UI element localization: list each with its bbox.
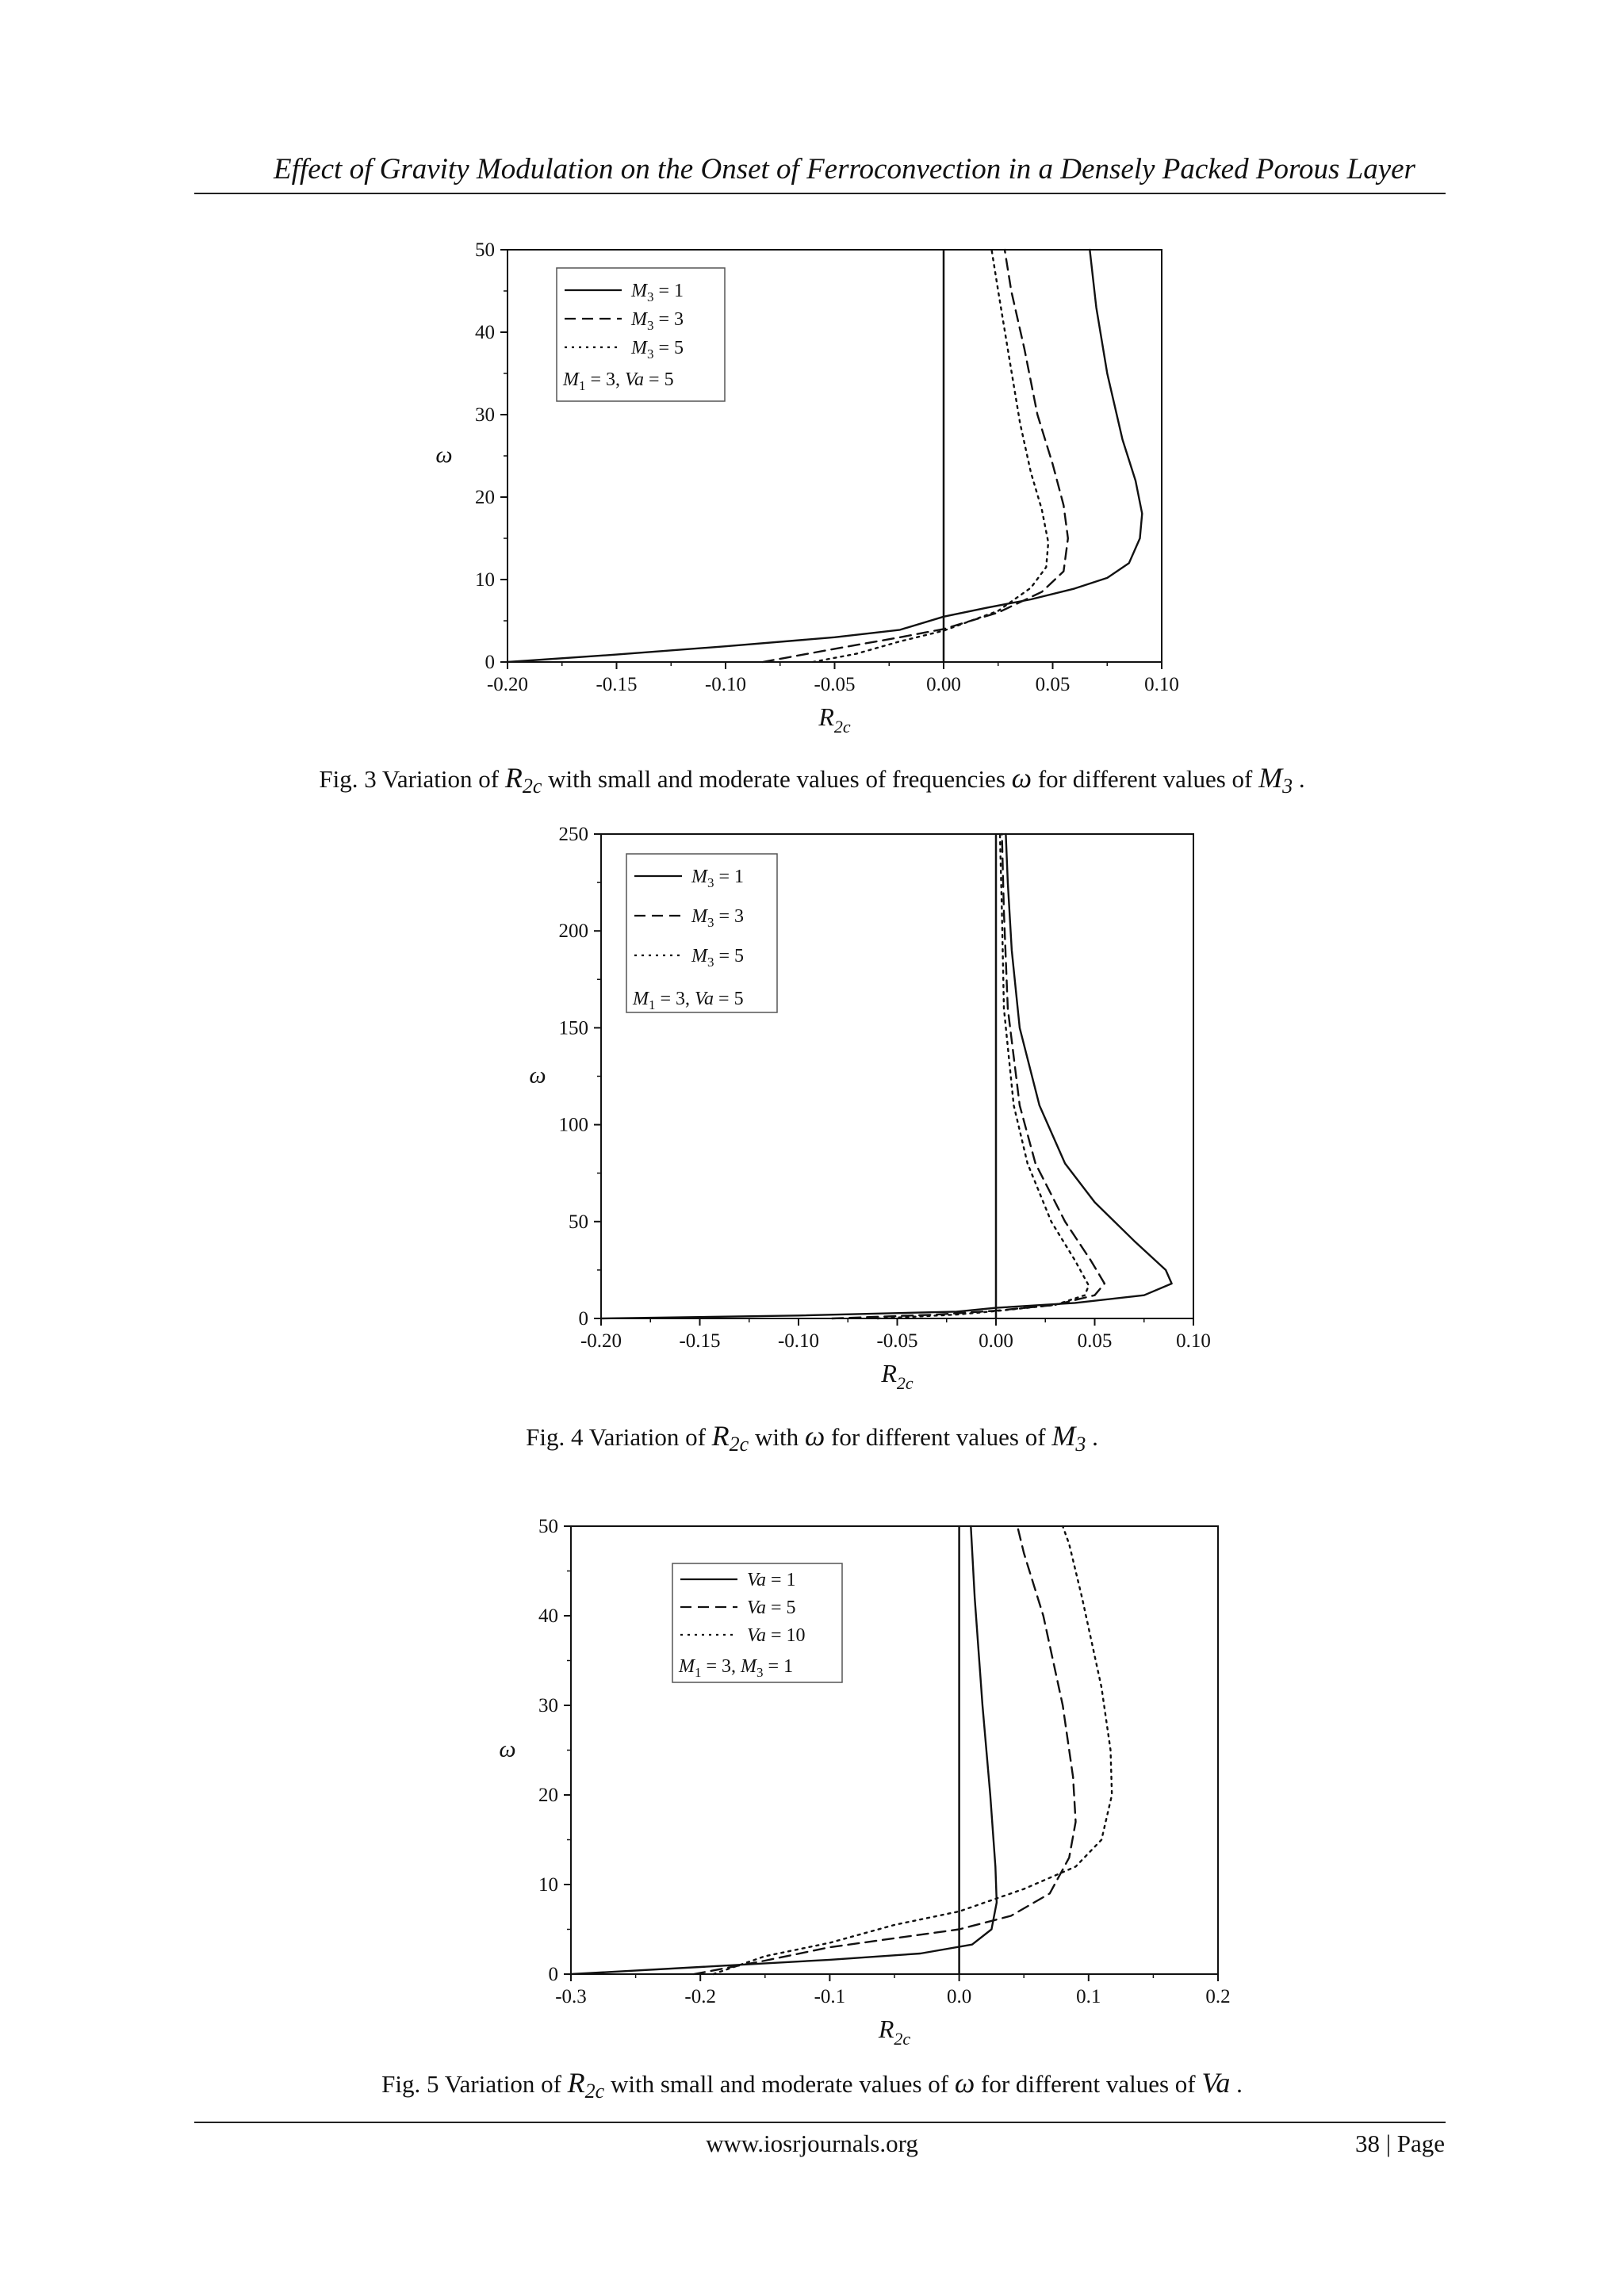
x-tick-label: 0.00 <box>979 1330 1013 1352</box>
caption-text: Fig. 3 Variation of <box>319 765 505 793</box>
caption-subscript: 2c <box>729 1433 749 1456</box>
x-tick-label: -0.20 <box>486 674 529 695</box>
caption-text: for different values of <box>825 1423 1052 1451</box>
y-tick-label: 50 <box>569 1211 588 1233</box>
x-tick-label: 0.10 <box>1144 674 1179 695</box>
caption-text: with small and moderate values of <box>604 2070 955 2098</box>
figure-5-caption <box>0 2066 1624 2103</box>
fig3-legend-m3-1: $M_3 = 1$ <box>631 281 684 304</box>
caption-symbol: M <box>1051 1420 1076 1452</box>
header-rule <box>194 193 1446 194</box>
y-tick-label: 150 <box>558 1017 588 1039</box>
fig5-legend-va-5: Va = 5 <box>747 1598 796 1618</box>
y-tick-label: 100 <box>558 1114 588 1136</box>
y-tick-label: 30 <box>538 1695 558 1716</box>
y-tick-label: 0 <box>578 1308 588 1330</box>
x-tick-label: 0.00 <box>926 674 961 695</box>
fig5-legend-note: $M_1 = 3$, $M_3 = 1$ <box>679 1656 794 1680</box>
caption-text: Fig. 5 Variation of <box>381 2070 568 2098</box>
footer-rule <box>194 2122 1446 2123</box>
y-axis-label: ω <box>435 442 453 468</box>
fig4-legend-m3-1: $M_3 = 1$ <box>691 867 745 890</box>
x-tick-label: -0.3 <box>555 1986 587 2007</box>
y-tick-label: 200 <box>558 920 588 943</box>
caption-omega: ω <box>954 2067 975 2099</box>
x-tick-label: -0.15 <box>679 1330 721 1352</box>
y-tick-label: 10 <box>475 569 495 591</box>
series-line-3 <box>878 834 1089 1318</box>
x-tick-label: -0.10 <box>704 674 747 695</box>
fig3-legend-m3-5: $M_3 = 5$ <box>631 338 684 362</box>
y-tick-label: 20 <box>475 487 495 508</box>
y-tick-label: 0 <box>548 1964 558 1985</box>
y-tick-label: 0 <box>485 652 495 673</box>
y-axis-label: ω <box>529 1062 546 1089</box>
fig5-legend-va-1: Va = 1 <box>747 1570 796 1590</box>
series-line-3 <box>813 250 1048 662</box>
fig3-legend-note: $M_1 = 3$, Va = 5 <box>563 369 674 393</box>
x-tick-label: 0.2 <box>1205 1986 1231 2007</box>
x-tick-label: 0.05 <box>1035 674 1071 695</box>
x-tick-label: 0.05 <box>1077 1330 1113 1352</box>
y-tick-label: 250 <box>558 824 588 845</box>
y-tick-label: 40 <box>475 322 495 343</box>
x-axis-label: $R_{2c}$ <box>818 702 851 737</box>
y-tick-label: 50 <box>538 1516 558 1537</box>
caption-symbol: R <box>567 2067 585 2099</box>
caption-symbol: Va <box>1201 2067 1231 2099</box>
caption-text: with small and moderate values of frequencies <box>542 765 1012 793</box>
caption-symbol: M <box>1258 762 1283 794</box>
y-tick-label: 10 <box>538 1874 558 1896</box>
fig4-legend-m3-5: $M_3 = 5$ <box>691 946 745 970</box>
caption-subscript: 3 <box>1282 775 1293 798</box>
series-line-2 <box>832 834 1105 1318</box>
page-number: 38 | Page <box>1355 2130 1445 2157</box>
x-axis-label: $R_{2c}$ <box>878 2015 911 2049</box>
footer-url[interactable]: www.iosrjournals.org <box>706 2130 918 2157</box>
caption-symbol: R <box>504 762 523 794</box>
caption-text: . <box>1086 1423 1098 1451</box>
caption-text: . <box>1293 765 1305 793</box>
caption-text: for different values of <box>975 2070 1202 2098</box>
caption-text: . <box>1230 2070 1243 2098</box>
plot-frame <box>571 1526 1218 1974</box>
caption-subscript: 3 <box>1075 1433 1086 1456</box>
figure-3-chart <box>0 230 1624 737</box>
caption-text: for different values of <box>1032 765 1259 793</box>
series-line-2 <box>763 250 1068 662</box>
caption-text: Fig. 4 Variation of <box>526 1423 712 1451</box>
figure-3-caption <box>0 761 1624 798</box>
caption-subscript: 2c <box>522 775 542 798</box>
y-tick-label: 20 <box>538 1785 558 1806</box>
figure-4-caption <box>0 1419 1624 1456</box>
x-tick-label: 0.0 <box>946 1986 972 2007</box>
y-axis-label: ω <box>499 1735 516 1762</box>
caption-omega: ω <box>1011 762 1032 794</box>
caption-text: with <box>749 1423 805 1451</box>
x-tick-label: -0.05 <box>876 1330 918 1352</box>
x-axis-label: $R_{2c}$ <box>881 1359 914 1393</box>
caption-subscript: 2c <box>584 2080 605 2103</box>
y-tick-label: 50 <box>475 239 495 261</box>
x-tick-label: 0.10 <box>1176 1330 1211 1352</box>
x-tick-label: -0.10 <box>777 1330 820 1352</box>
x-tick-label: -0.05 <box>814 674 856 695</box>
fig4-legend-note: $M_1 = 3$, Va = 5 <box>633 989 744 1012</box>
x-tick-label: -0.2 <box>684 1986 716 2007</box>
y-tick-label: 30 <box>475 404 495 426</box>
y-tick-label: 40 <box>538 1605 558 1627</box>
figure-5-chart <box>0 1506 1624 2061</box>
x-tick-label: 0.1 <box>1076 1986 1101 2007</box>
fig5-legend-va-10: Va = 10 <box>747 1625 806 1646</box>
figure-4-chart <box>0 809 1624 1411</box>
fig3-legend-m3-3: $M_3 = 3$ <box>631 309 684 333</box>
fig4-legend-m3-3: $M_3 = 3$ <box>691 906 745 930</box>
running-title: Effect of Gravity Modulation on the Onset of Ferroconvection in a Densely Packed Porous Layer <box>274 153 1415 186</box>
x-tick-label: -0.1 <box>814 1986 846 2007</box>
caption-symbol: R <box>711 1420 730 1452</box>
caption-omega: ω <box>804 1420 825 1452</box>
x-tick-label: -0.20 <box>580 1330 622 1352</box>
x-tick-label: -0.15 <box>596 674 638 695</box>
